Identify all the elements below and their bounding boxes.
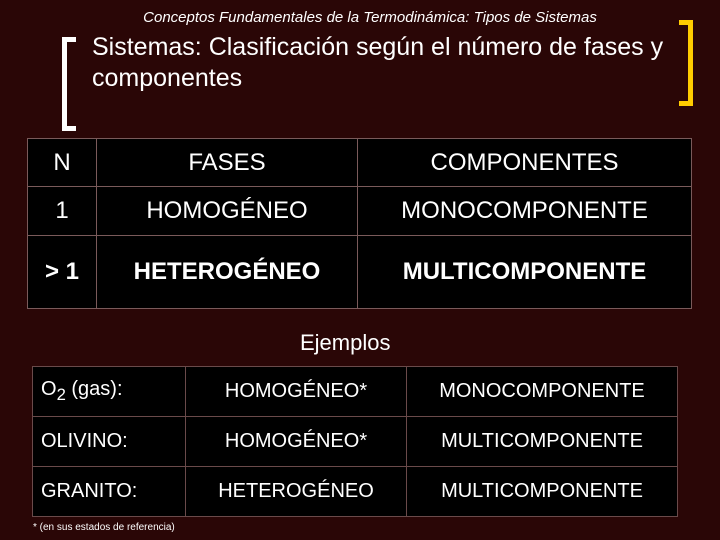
example-name-rest: (gas): xyxy=(65,378,123,400)
table-row xyxy=(28,236,692,309)
classification-table xyxy=(27,138,692,309)
example-componentes: MONOCOMPONENTE xyxy=(407,367,678,417)
cell-n: > 1 xyxy=(28,236,97,309)
example-fase: HETEROGÉNEO xyxy=(186,467,407,517)
footnote: * (en sus estados de referencia) xyxy=(33,522,175,533)
example-name: GRANITO: xyxy=(33,467,186,517)
cell-fases: HETEROGÉNEO xyxy=(97,236,358,309)
example-name-main: O xyxy=(41,378,57,400)
slide-subtitle: Conceptos Fundamentales de la Termodinámica: Tipos de Sistemas xyxy=(143,9,597,26)
table-header-row xyxy=(28,139,692,187)
example-row xyxy=(33,467,678,517)
example-name-subscript: 2 xyxy=(56,385,66,404)
example-row xyxy=(33,417,678,467)
example-componentes: MULTICOMPONENTE xyxy=(407,467,678,517)
slide-title: Sistemas: Clasificación según el número de fases y componentes xyxy=(92,33,664,92)
header-n: N xyxy=(28,139,97,187)
example-row xyxy=(33,367,678,417)
cell-componentes: MULTICOMPONENTE xyxy=(358,236,692,309)
example-fase: HOMOGÉNEO* xyxy=(186,367,407,417)
cell-componentes: MONOCOMPONENTE xyxy=(358,187,692,236)
examples-table xyxy=(32,366,678,517)
example-fase: HOMOGÉNEO* xyxy=(186,417,407,467)
left-bracket-decoration xyxy=(62,37,76,131)
example-componentes: MULTICOMPONENTE xyxy=(407,417,678,467)
example-name xyxy=(33,367,186,417)
examples-heading: Ejemplos xyxy=(300,330,391,355)
example-name: OLIVINO: xyxy=(33,417,186,467)
header-componentes: COMPONENTES xyxy=(358,139,692,187)
header-fases: FASES xyxy=(97,139,358,187)
cell-n: 1 xyxy=(28,187,97,236)
table-row xyxy=(28,187,692,236)
cell-fases: HOMOGÉNEO xyxy=(97,187,358,236)
right-bracket-decoration xyxy=(679,20,693,106)
